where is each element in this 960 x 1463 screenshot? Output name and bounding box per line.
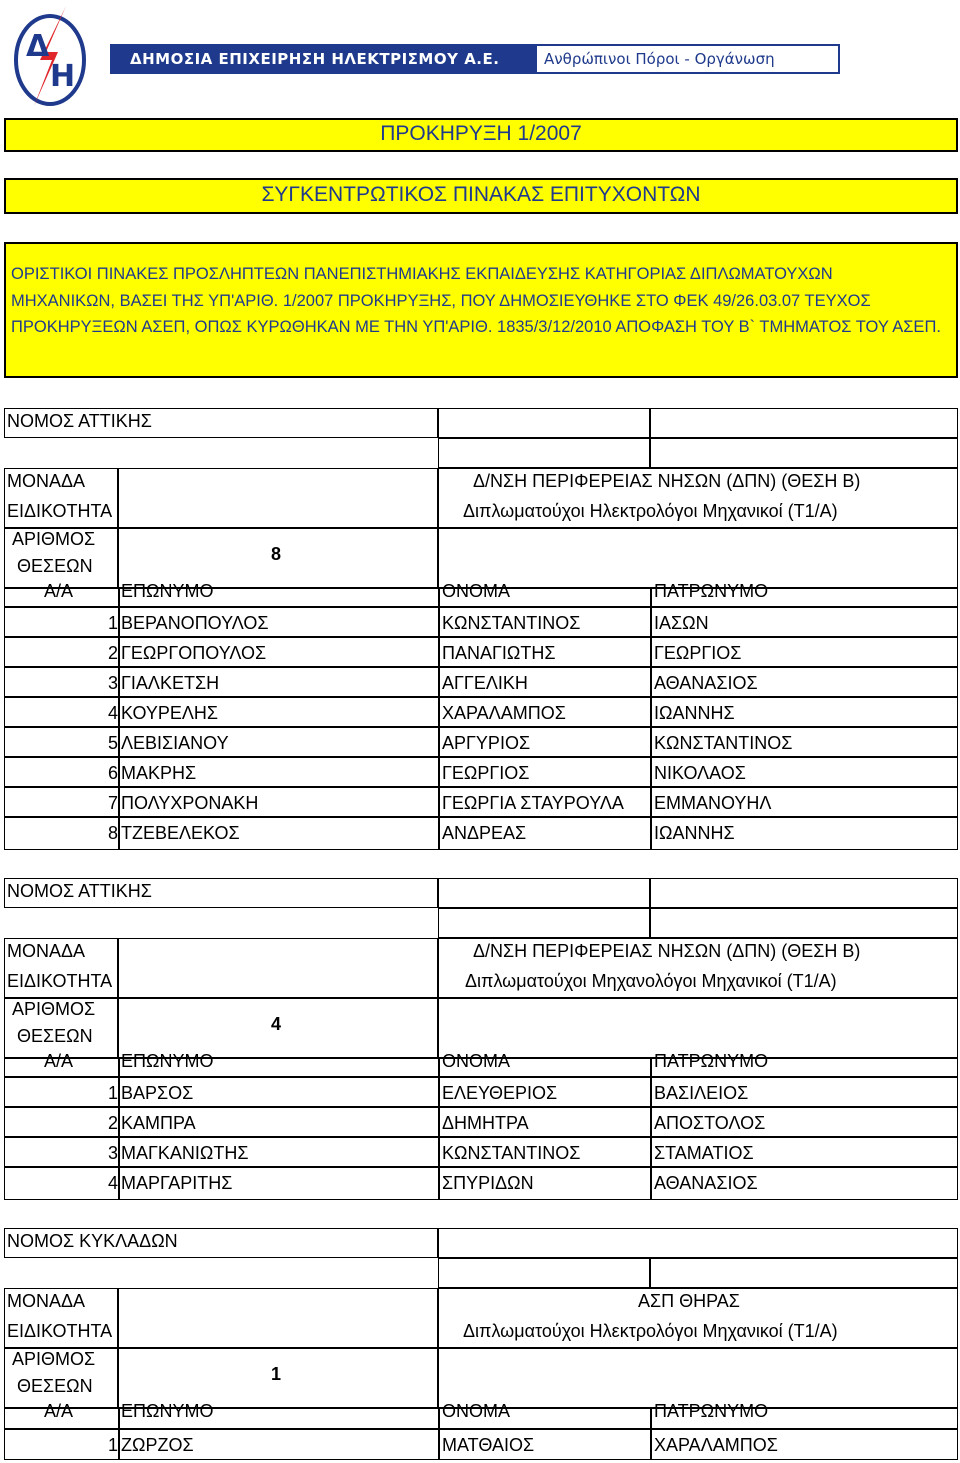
theseon-label: ΘΕΣΕΩΝ (17, 1376, 93, 1396)
row-patronymo: ΑΠΟΣΤΟΛΟΣ (654, 1113, 766, 1133)
subtitle-bar (4, 178, 958, 214)
row-patronymo: ΕΜΜΑΝΟΥΗΛ (654, 793, 772, 813)
row-patronymo: ΙΑΣΩΝ (654, 613, 709, 633)
row-patronymo: ΣΤΑΜΑΤΙΟΣ (654, 1143, 754, 1163)
col-aa-header: Α/Α (44, 581, 74, 601)
row-number: 3 (107, 1143, 118, 1163)
col-onoma-header: ΟΝΟΜΑ (442, 581, 511, 601)
nomos-label: ΝΟΜΟΣ ΑΤΤΙΚΗΣ (7, 411, 152, 431)
svg-text:Δ: Δ (26, 29, 50, 64)
theseis-value: 4 (271, 1014, 282, 1034)
table-row (4, 698, 958, 728)
row-patronymo: ΧΑΡΑΛΑΜΠΟΣ (654, 1435, 778, 1455)
row-onoma: ΑΓΓΕΛΙΚΗ (442, 673, 528, 693)
row-eponymo: ΒΕΡΑΝΟΠΟΥΛΟΣ (121, 613, 269, 633)
row-patronymo: ΓΕΩΡΓΙΟΣ (654, 643, 742, 663)
table-row (4, 758, 958, 788)
row-number: 3 (107, 673, 118, 693)
col-eponymo-header: ΕΠΩΝΥΜΟ (121, 581, 214, 601)
row-number: 4 (107, 1173, 118, 1193)
row-onoma: ΣΠΥΡΙΔΩΝ (442, 1173, 534, 1193)
table-row (4, 608, 958, 638)
row-eponymo: ΓΙΑΛΚΕΤΣΗ (121, 673, 220, 693)
monada-label: ΜΟΝΑΔΑ (7, 941, 86, 961)
theseis-value: 8 (271, 544, 282, 564)
page-header (0, 0, 960, 112)
header-divider (4, 1076, 958, 1078)
col-aa-header: Α/Α (44, 1051, 74, 1071)
theseis-value: 1 (271, 1364, 282, 1384)
row-number: 1 (107, 1083, 118, 1103)
table-row (4, 818, 958, 848)
header-divider (4, 606, 958, 608)
dei-logo-icon (12, 4, 92, 108)
theseon-label: ΘΕΣΕΩΝ (17, 1026, 93, 1046)
row-eponymo: ΜΑΓΚΑΝΙΩΤΗΣ (121, 1143, 249, 1163)
monada-value: Δ/ΝΣΗ ΠΕΡΙΦΕΡΕΙΑΣ ΝΗΣΩΝ (ΔΠΝ) (ΘΕΣΗ Β) (473, 471, 861, 491)
row-onoma: ΓΕΩΡΓΙΑ ΣΤΑΥΡΟΥΛΑ (442, 793, 624, 813)
row-patronymo: ΑΘΑΝΑΣΙΟΣ (654, 1173, 758, 1193)
section-3 (4, 1228, 958, 1460)
eidikotita-label: ΕΙΔΙΚΟΤΗΤΑ (7, 1321, 113, 1341)
arithmos-label: ΑΡΙΘΜΟΣ (12, 529, 96, 549)
nomos-label: ΝΟΜΟΣ ΚΥΚΛΑΔΩΝ (7, 1231, 178, 1251)
row-number: 7 (107, 793, 118, 813)
row-eponymo: ΖΩΡΖΟΣ (121, 1435, 194, 1455)
col-eponymo-header: ΕΠΩΝΥΜΟ (121, 1401, 214, 1421)
row-eponymo: ΠΟΛΥΧΡΟΝΑΚΗ (121, 793, 259, 813)
row-eponymo: ΜΑΡΓΑΡΙΤΗΣ (121, 1173, 233, 1193)
row-number: 8 (107, 823, 118, 843)
arithmos-label: ΑΡΙΘΜΟΣ (12, 999, 96, 1019)
description-text: ΟΡΙΣΤΙΚΟΙ ΠΙΝΑΚΕΣ ΠΡΟΣΛΗΠΤΕΩΝ ΠΑΝΕΠΙΣΤΗΜΙΑΚΗΣ ΕΚΠΑΙΔΕΥΣΗΣ ΚΑΤΗΓΟΡΙΑΣ ΔΙΠΛΩΜΑΤΟΥΧΩΝ ΜΗΧΑΝΙΚΩΝ, ΒΑΣΕΙ ΤΗΣ ΥΠ'ΑΡΙΘ. 1/2007 ΠΡΟΚΗΡΥΞΗΣ, ΠΟΥ ΔΗΜΟΣΙΕΥΘΗΚΕ ΣΤΟ ΦΕΚ 49/26.03.07 ΤΕΥΧΟΣ ΠΡΟΚΗΡΥΞΕΩΝ ΑΣΕΠ, ΟΠΩΣ ΚΥΡΩΘΗΚΑΝ ΜΕ ΤΗΝ ΥΠ'ΑΡΙΘ. 1835/3/12/2010 ΑΠΟΦΑΣΗ ΤΟΥ Β` ΤΜΗΜΑΤΟΣ ΤΟΥ ΑΣΕΠ. (11, 265, 941, 336)
eidikotita-label: ΕΙΔΙΚΟΤΗΤΑ (7, 501, 113, 521)
row-number: 2 (107, 1113, 118, 1133)
company-name: ΔΗΜΟΣΙΑ ΕΠΙΧΕΙΡΗΣΗ ΗΛΕΚΤΡΙΣΜΟΥ Α.Ε. (112, 46, 537, 72)
row-eponymo: ΚΟΥΡΕΛΗΣ (121, 703, 219, 723)
row-onoma: ΕΛΕΥΘΕΡΙΟΣ (442, 1083, 558, 1103)
row-number: 1 (107, 1435, 118, 1455)
row-number: 5 (107, 733, 118, 753)
company-banner (110, 44, 840, 74)
row-eponymo: ΜΑΚΡΗΣ (121, 763, 197, 783)
table-row (4, 1108, 958, 1138)
row-onoma: ΓΕΩΡΓΙΟΣ (442, 763, 530, 783)
monada-label: ΜΟΝΑΔΑ (7, 1291, 86, 1311)
eidikotita-label: ΕΙΔΙΚΟΤΗΤΑ (7, 971, 113, 991)
nomos-label: ΝΟΜΟΣ ΑΤΤΙΚΗΣ (7, 881, 152, 901)
theseon-label: ΘΕΣΕΩΝ (17, 556, 93, 576)
row-onoma: ΚΩΝΣΤΑΝΤΙΝΟΣ (442, 613, 581, 633)
row-patronymo: ΙΩΑΝΝΗΣ (654, 703, 735, 723)
section-2 (4, 878, 958, 1200)
col-patronymo-header: ΠΑΤΡΩΝΥΜΟ (654, 1401, 769, 1421)
row-patronymo: ΙΩΑΝΝΗΣ (654, 823, 735, 843)
col-eponymo-header: ΕΠΩΝΥΜΟ (121, 1051, 214, 1071)
row-onoma: ΚΩΝΣΤΑΝΤΙΝΟΣ (442, 1143, 581, 1163)
row-number: 2 (107, 643, 118, 663)
row-number: 6 (107, 763, 118, 783)
section-1 (4, 408, 958, 850)
table-row (4, 1168, 958, 1198)
eidikotita-value: Διπλωματούχοι Ηλεκτρολόγοι Μηχανικοί (Τ1/Α) (463, 501, 838, 521)
table-row (4, 638, 958, 668)
table-row (4, 1078, 958, 1108)
row-number: 4 (107, 703, 118, 723)
col-onoma-header: ΟΝΟΜΑ (442, 1401, 511, 1421)
table-row (4, 1430, 958, 1460)
department-name: Ανθρώπινοι Πόροι - Οργάνωση (544, 50, 775, 68)
col-onoma-header: ΟΝΟΜΑ (442, 1051, 511, 1071)
row-eponymo: ΓΕΩΡΓΟΠΟΥΛΟΣ (121, 643, 267, 663)
col-aa-header: Α/Α (44, 1401, 74, 1421)
row-eponymo: ΚΑΜΠΡΑ (121, 1113, 196, 1133)
row-patronymo: ΚΩΝΣΤΑΝΤΙΝΟΣ (654, 733, 793, 753)
row-eponymo: ΤΖΕΒΕΛΕΚΟΣ (121, 823, 240, 843)
monada-value: ΑΣΠ ΘΗΡΑΣ (638, 1291, 740, 1311)
row-eponymo: ΒΑΡΣΟΣ (121, 1083, 194, 1103)
header-divider (4, 1428, 958, 1430)
row-onoma: ΑΝΔΡΕΑΣ (442, 823, 527, 843)
col-patronymo-header: ΠΑΤΡΩΝΥΜΟ (654, 581, 769, 601)
row-onoma: ΔΗΜΗΤΡΑ (442, 1113, 529, 1133)
col-patronymo-header: ΠΑΤΡΩΝΥΜΟ (654, 1051, 769, 1071)
row-onoma: ΜΑΤΘΑΙΟΣ (442, 1435, 535, 1455)
arithmos-label: ΑΡΙΘΜΟΣ (12, 1349, 96, 1369)
table-row (4, 668, 958, 698)
row-patronymo: ΒΑΣΙΛΕΙΟΣ (654, 1083, 749, 1103)
table-row (4, 728, 958, 758)
row-patronymo: ΑΘΑΝΑΣΙΟΣ (654, 673, 758, 693)
table-row (4, 788, 958, 818)
row-onoma: ΧΑΡΑΛΑΜΠΟΣ (442, 703, 566, 723)
monada-label: ΜΟΝΑΔΑ (7, 471, 86, 491)
row-eponymo: ΛΕΒΙΣΙΑΝΟΥ (121, 733, 229, 753)
svg-text:Η: Η (50, 59, 76, 94)
row-onoma: ΠΑΝΑΓΙΩΤΗΣ (442, 643, 556, 663)
table-row (4, 1138, 958, 1168)
description-box (4, 242, 958, 378)
row-patronymo: ΝΙΚΟΛΑΟΣ (654, 763, 746, 783)
monada-value: Δ/ΝΣΗ ΠΕΡΙΦΕΡΕΙΑΣ ΝΗΣΩΝ (ΔΠΝ) (ΘΕΣΗ Β) (473, 941, 861, 961)
row-number: 1 (107, 613, 118, 633)
page-subtitle: ΣΥΓΚΕΝΤΡΩΤΙΚΟΣ ΠΙΝΑΚΑΣ ΕΠΙΤΥΧΟΝΤΩΝ (261, 183, 701, 206)
title-bar (4, 118, 958, 152)
row-onoma: ΑΡΓΥΡΙΟΣ (442, 733, 531, 753)
eidikotita-value: Διπλωματούχοι Ηλεκτρολόγοι Μηχανικοί (Τ1/Α) (463, 1321, 838, 1341)
eidikotita-value: Διπλωματούχοι Μηχανολόγοι Μηχανικοί (Τ1/Α) (465, 971, 837, 991)
page-title: ΠΡΟΚΗΡΥΞΗ 1/2007 (380, 122, 582, 145)
